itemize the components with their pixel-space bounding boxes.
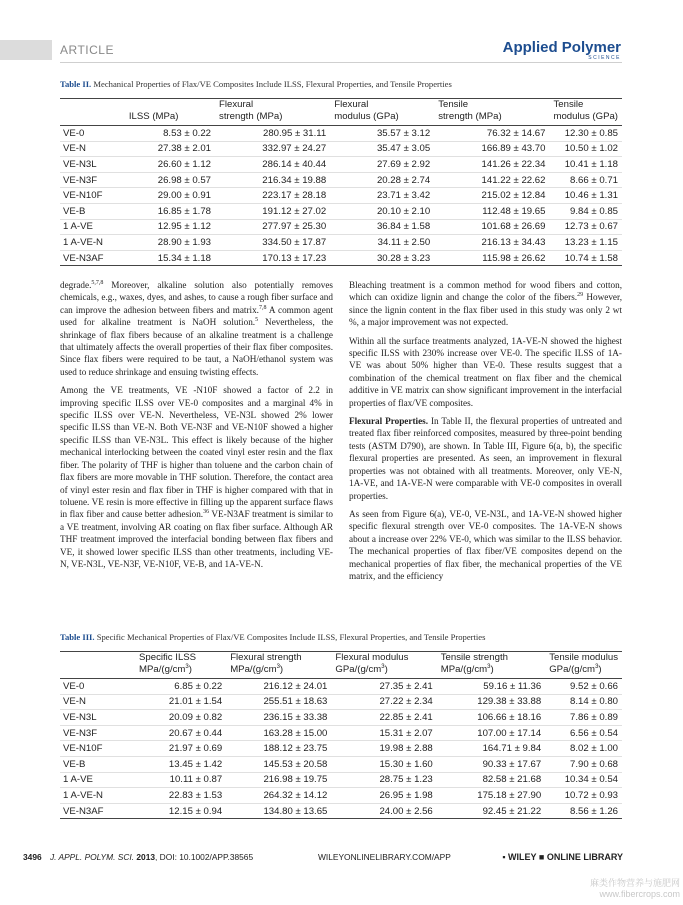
table-cell: 24.00 ± 2.56 <box>331 803 436 819</box>
table2-title: Mechanical Properties of Flax/VE Composites Include ILSS, Flexural Properties, and Tensile Properties <box>93 79 452 89</box>
table-cell: 20.28 ± 2.74 <box>330 172 434 188</box>
table-cell: 334.50 ± 17.87 <box>215 235 330 251</box>
header-accent-bar <box>0 40 52 60</box>
table-cell: 26.95 ± 1.98 <box>331 788 436 804</box>
table3-col-header: Flexural strength MPa/$(g/cm^3)$ <box>226 652 331 679</box>
table-cell: 13.23 ± 1.15 <box>549 235 622 251</box>
table-cell: 191.12 ± 27.02 <box>215 203 330 219</box>
table-cell: 29.00 ± 0.91 <box>125 188 215 204</box>
table-cell: 23.71 ± 3.42 <box>330 188 434 204</box>
table3-col-header: Tensile strength MPa/$(g/cm^3)$ <box>437 652 545 679</box>
table-cell: 7.86 ± 0.89 <box>545 710 622 726</box>
table-row <box>60 141 622 157</box>
table-cell: 216.13 ± 34.43 <box>434 235 549 251</box>
table-cell: 92.45 ± 21.22 <box>437 803 545 819</box>
body-right-column <box>349 279 622 588</box>
table-cell: 20.10 ± 2.10 <box>330 203 434 219</box>
table-cell: 35.47 ± 3.05 <box>330 141 434 157</box>
table-cell: 134.80 ± 13.65 <box>226 803 331 819</box>
body-left-column <box>60 279 333 576</box>
wiley-mark-icon: ▪ <box>502 852 506 862</box>
table2-col-header: Flexural modulus (GPa) <box>330 99 434 126</box>
table-row <box>60 772 622 788</box>
row-label: VE-N3F <box>60 172 125 188</box>
table-row <box>60 126 622 142</box>
row-label: VE-0 <box>60 126 125 142</box>
table-row <box>60 250 622 266</box>
paragraph: Bleaching treatment is a common method for wood fibers and cotton, which can oxidize lignin and change the color of the fibers.$^{29}$ However, since the lignin content in the flax fiber used in this study was only 2 wt %, a major improvement was not expected. <box>349 280 622 328</box>
row-label: VE-N3L <box>60 157 125 173</box>
table-cell: 170.13 ± 17.23 <box>215 250 330 266</box>
table2-col-header: Flexural strength (MPa) <box>215 99 330 126</box>
table-cell: 35.57 ± 3.12 <box>330 126 434 142</box>
table-cell: 27.38 ± 2.01 <box>125 141 215 157</box>
table-cell: 12.95 ± 1.12 <box>125 219 215 235</box>
table-row <box>60 756 622 772</box>
table-row <box>60 203 622 219</box>
row-label: VE-N3L <box>60 710 135 726</box>
table-cell: 82.58 ± 21.68 <box>437 772 545 788</box>
journal-name: Applied Polymer <box>502 39 621 56</box>
row-label: VE-N <box>60 141 125 157</box>
paragraph: Among the VE treatments, VE -N10F showed a factor of 2.2 in improving specific ILSS over VE-0 composites and a marginal 4% in specific ILSS over VE-N. Nevertheless, VE-N3L showed 2% lower specific ILSS than VE-N. Both VE-N3F and VE-N10F showed a higher specific ILSS than VE-N3L. This effect is likely because of the higher mechanical interlocking between the coated vinyl ester resin and the flax fiber. The polarity of THF is higher than toluene and the carbon chain of flax fibers are more movable in THF solution. Therefore, the contact area of vinyl ester resin and flax fiber in THF is higher compared with that in toluene. VE resin is more effective in filling up the apparent surface flaws in flax fiber and cause better adhesion.$^{36}$ VE-N3AF treatment is similar to a VE treatment, involving AR coating on flax fiber surface. Although AR THF treatment improved the interfacial bonding between flax fibers and VE, it showed lower specific ILSS than other treatments, including VE-N, VE-N3L, VE-N3F, VE-N10F, VE-B, and 1A-VE-N. <box>60 385 333 569</box>
table-row <box>60 694 622 710</box>
table-cell: 6.56 ± 0.54 <box>545 725 622 741</box>
table3-header-row <box>60 652 622 679</box>
table-row <box>60 803 622 819</box>
table-cell: 15.31 ± 2.07 <box>331 725 436 741</box>
table-cell: 112.48 ± 19.65 <box>434 203 549 219</box>
section-runin-heading: Flexural Properties. <box>349 416 429 427</box>
table3-col-header: Specific ILSS MPa/$(g/cm^3)$ <box>135 652 226 679</box>
table-cell: 28.75 ± 1.23 <box>331 772 436 788</box>
table-cell: 59.16 ± 11.36 <box>437 679 545 695</box>
table-cell: 16.85 ± 1.78 <box>125 203 215 219</box>
table-cell: 20.09 ± 0.82 <box>135 710 226 726</box>
table3-col-header: Tensile modulus GPa/$(g/cm^3)$ <box>545 652 622 679</box>
row-label: VE-N3AF <box>60 803 135 819</box>
table-cell: 215.02 ± 12.84 <box>434 188 549 204</box>
table-cell: 30.28 ± 3.23 <box>330 250 434 266</box>
table-cell: 216.34 ± 19.88 <box>215 172 330 188</box>
table-cell: 12.73 ± 0.67 <box>549 219 622 235</box>
table-cell: 10.72 ± 0.93 <box>545 788 622 804</box>
table-cell: 236.15 ± 33.38 <box>226 710 331 726</box>
table-cell: 223.17 ± 28.18 <box>215 188 330 204</box>
watermark: 麻类作物营养与施肥网 www.fibercrops.com <box>589 878 680 899</box>
row-label: VE-N3AF <box>60 250 125 266</box>
table-cell: 22.85 ± 2.41 <box>331 710 436 726</box>
table-cell: 28.90 ± 1.93 <box>125 235 215 251</box>
paragraph: Within all the surface treatments analyzed, 1A-VE-N showed the highest specific ILSS with 230% increase over VE-0. The specific ILSS of 1A-VE was about 50% higher than VE-0. These results suggest that a combination of the chemical treatment on flax fiber and the chemical additive in VE matrix can show significant improvement in the interfacial properties of flax/VE composites. <box>349 335 622 408</box>
table-cell: 8.02 ± 1.00 <box>545 741 622 757</box>
table-row <box>60 788 622 804</box>
table-cell: 8.14 ± 0.80 <box>545 694 622 710</box>
table2-col-header: Tensile strength (MPa) <box>434 99 549 126</box>
table-cell: 15.30 ± 1.60 <box>331 756 436 772</box>
table-row <box>60 235 622 251</box>
table2-header-row <box>60 99 622 126</box>
table-cell: 107.00 ± 17.14 <box>437 725 545 741</box>
table2-col-header: ILSS (MPa) <box>125 99 215 126</box>
table-cell: 332.97 ± 24.27 <box>215 141 330 157</box>
table-cell: 76.32 ± 14.67 <box>434 126 549 142</box>
table-cell: 10.11 ± 0.87 <box>135 772 226 788</box>
journal-subname: SCIENCE <box>588 55 621 61</box>
table-row <box>60 710 622 726</box>
table-cell: 166.89 ± 43.70 <box>434 141 549 157</box>
table2-label: Table II. <box>60 79 92 89</box>
table-cell: 115.98 ± 26.62 <box>434 250 549 266</box>
table-cell: 21.01 ± 1.54 <box>135 694 226 710</box>
table-cell: 22.83 ± 1.53 <box>135 788 226 804</box>
table3-header-blank <box>60 652 135 679</box>
header-rule <box>60 62 622 63</box>
row-label: 1 A-VE <box>60 772 135 788</box>
table-cell: 10.41 ± 1.18 <box>549 157 622 173</box>
table-cell: 106.66 ± 18.16 <box>437 710 545 726</box>
table-cell: 164.71 ± 9.84 <box>437 741 545 757</box>
table-cell: 9.52 ± 0.66 <box>545 679 622 695</box>
table-cell: 8.53 ± 0.22 <box>125 126 215 142</box>
table-cell: 255.51 ± 18.63 <box>226 694 331 710</box>
table2 <box>60 98 622 266</box>
table-cell: 90.33 ± 17.67 <box>437 756 545 772</box>
table-row <box>60 679 622 695</box>
table-cell: 280.95 ± 31.11 <box>215 126 330 142</box>
table-cell: 34.11 ± 2.50 <box>330 235 434 251</box>
table-cell: 141.22 ± 22.62 <box>434 172 549 188</box>
table-row <box>60 741 622 757</box>
table-row <box>60 219 622 235</box>
table-cell: 26.98 ± 0.57 <box>125 172 215 188</box>
footer-citation: 3496 J. APPL. POLYM. SCI. 2013, DOI: 10.1002/APP.38565 <box>23 852 254 862</box>
paragraph: degrade.$^{5,7,8}$ Moreover, alkaline solution also potentially removes chemicals, e.g., waxes, dyes, and ashes, to cause a rough fiber surface and can improve the adhesion between fibers and matrix.$^{7,8}$ A common agent used for alkaline treatment is NaOH solution.$^5$ Nevertheless, the shrinkage of flax fibers because of an alkaline treatment is a challenge that ultimately affects the overall properties of their flax fiber composites. Since flax fibers were required to be taut, a NaOH/ethanol system was used to reduce shrinkage and ensuing twisting effects. <box>60 279 334 377</box>
table-cell: 277.97 ± 25.30 <box>215 219 330 235</box>
table2-col-header: Tensile modulus (GPa) <box>549 99 622 126</box>
table2-header-blank <box>60 99 125 126</box>
table-cell: 10.50 ± 1.02 <box>549 141 622 157</box>
table-cell: 7.90 ± 0.68 <box>545 756 622 772</box>
section-label: ARTICLE <box>60 43 114 57</box>
table-row <box>60 188 622 204</box>
table-cell: 163.28 ± 15.00 <box>226 725 331 741</box>
table-cell: 216.98 ± 19.75 <box>226 772 331 788</box>
table-cell: 8.66 ± 0.71 <box>549 172 622 188</box>
wiley-logo: ▪ WILEY ■ ONLINE LIBRARY <box>502 852 623 862</box>
table-cell: 141.26 ± 22.34 <box>434 157 549 173</box>
row-label: VE-N10F <box>60 741 135 757</box>
table3-title: Specific Mechanical Properties of Flax/VE Composites Include ILSS, Flexural Properties, and Tensile Properties <box>96 632 486 642</box>
table-cell: 36.84 ± 1.58 <box>330 219 434 235</box>
table-cell: 12.15 ± 0.94 <box>135 803 226 819</box>
table3-caption <box>60 632 485 642</box>
table3 <box>60 651 622 819</box>
table3-col-header: Flexural modulus GPa/$(g/cm^3)$ <box>331 652 436 679</box>
table-cell: 13.45 ± 1.42 <box>135 756 226 772</box>
table3-label: Table III. <box>60 632 95 642</box>
table-cell: 27.69 ± 2.92 <box>330 157 434 173</box>
paragraph: Flexural Properties. In Table II, the flexural properties of untreated and treated flax fiber reinforced composites, measured by three-point bending tests (ASTM D790), are shown. In Table III, Figure 6(a, b), the specific flexural properties are presented. As seen, an improvement in flexural properties was not obtained with all treatments. Moreover, only VE-N, 1A-VE, and 1A-VE-N were comparable with VE-0 composites in overall properties. <box>349 416 622 501</box>
table-cell: 19.98 ± 2.88 <box>331 741 436 757</box>
page-number: 3496 <box>23 852 42 862</box>
journal-logo <box>503 40 621 61</box>
row-label: 1 A-VE-N <box>60 788 135 804</box>
table2-caption <box>60 79 452 89</box>
row-label: 1 A-VE <box>60 219 125 235</box>
paragraph: As seen from Figure 6(a), VE-0, VE-N3L, and 1A-VE-N showed higher specific flexural strength over VE-0 composites. The 1A-VE-N shows about a increase over 22% VE-0, which was similar to the ILSS behavior. The mechanical properties of flax fiber/VE composites depend on the mechanical properties of flax fiber, the mechanical properties of the VE matrix, and the efficiency <box>349 508 622 581</box>
table-cell: 129.38 ± 33.88 <box>437 694 545 710</box>
table-cell: 8.56 ± 1.26 <box>545 803 622 819</box>
table-cell: 10.74 ± 1.58 <box>549 250 622 266</box>
row-label: VE-N10F <box>60 188 125 204</box>
footer-site-link[interactable]: WILEYONLINELIBRARY.COM/APP <box>318 852 451 862</box>
row-label: VE-0 <box>60 679 135 695</box>
table-row <box>60 172 622 188</box>
table-row <box>60 157 622 173</box>
table-cell: 175.18 ± 27.90 <box>437 788 545 804</box>
table-cell: 10.46 ± 1.31 <box>549 188 622 204</box>
table-cell: 10.34 ± 0.54 <box>545 772 622 788</box>
table-cell: 27.35 ± 2.41 <box>331 679 436 695</box>
table-cell: 286.14 ± 40.44 <box>215 157 330 173</box>
row-label: VE-B <box>60 756 135 772</box>
row-label: VE-N <box>60 694 135 710</box>
table-row <box>60 725 622 741</box>
table-cell: 12.30 ± 0.85 <box>549 126 622 142</box>
row-label: VE-N3F <box>60 725 135 741</box>
table-cell: 264.32 ± 14.12 <box>226 788 331 804</box>
table-cell: 9.84 ± 0.85 <box>549 203 622 219</box>
table-cell: 21.97 ± 0.69 <box>135 741 226 757</box>
table-cell: 27.22 ± 2.34 <box>331 694 436 710</box>
table-cell: 6.85 ± 0.22 <box>135 679 226 695</box>
table-cell: 188.12 ± 23.75 <box>226 741 331 757</box>
row-label: VE-B <box>60 203 125 219</box>
table-cell: 101.68 ± 26.69 <box>434 219 549 235</box>
table-cell: 15.34 ± 1.18 <box>125 250 215 266</box>
table-cell: 20.67 ± 0.44 <box>135 725 226 741</box>
table-cell: 145.53 ± 20.58 <box>226 756 331 772</box>
table-cell: 26.60 ± 1.12 <box>125 157 215 173</box>
table-cell: 216.12 ± 24.01 <box>226 679 331 695</box>
row-label: 1 A-VE-N <box>60 235 125 251</box>
